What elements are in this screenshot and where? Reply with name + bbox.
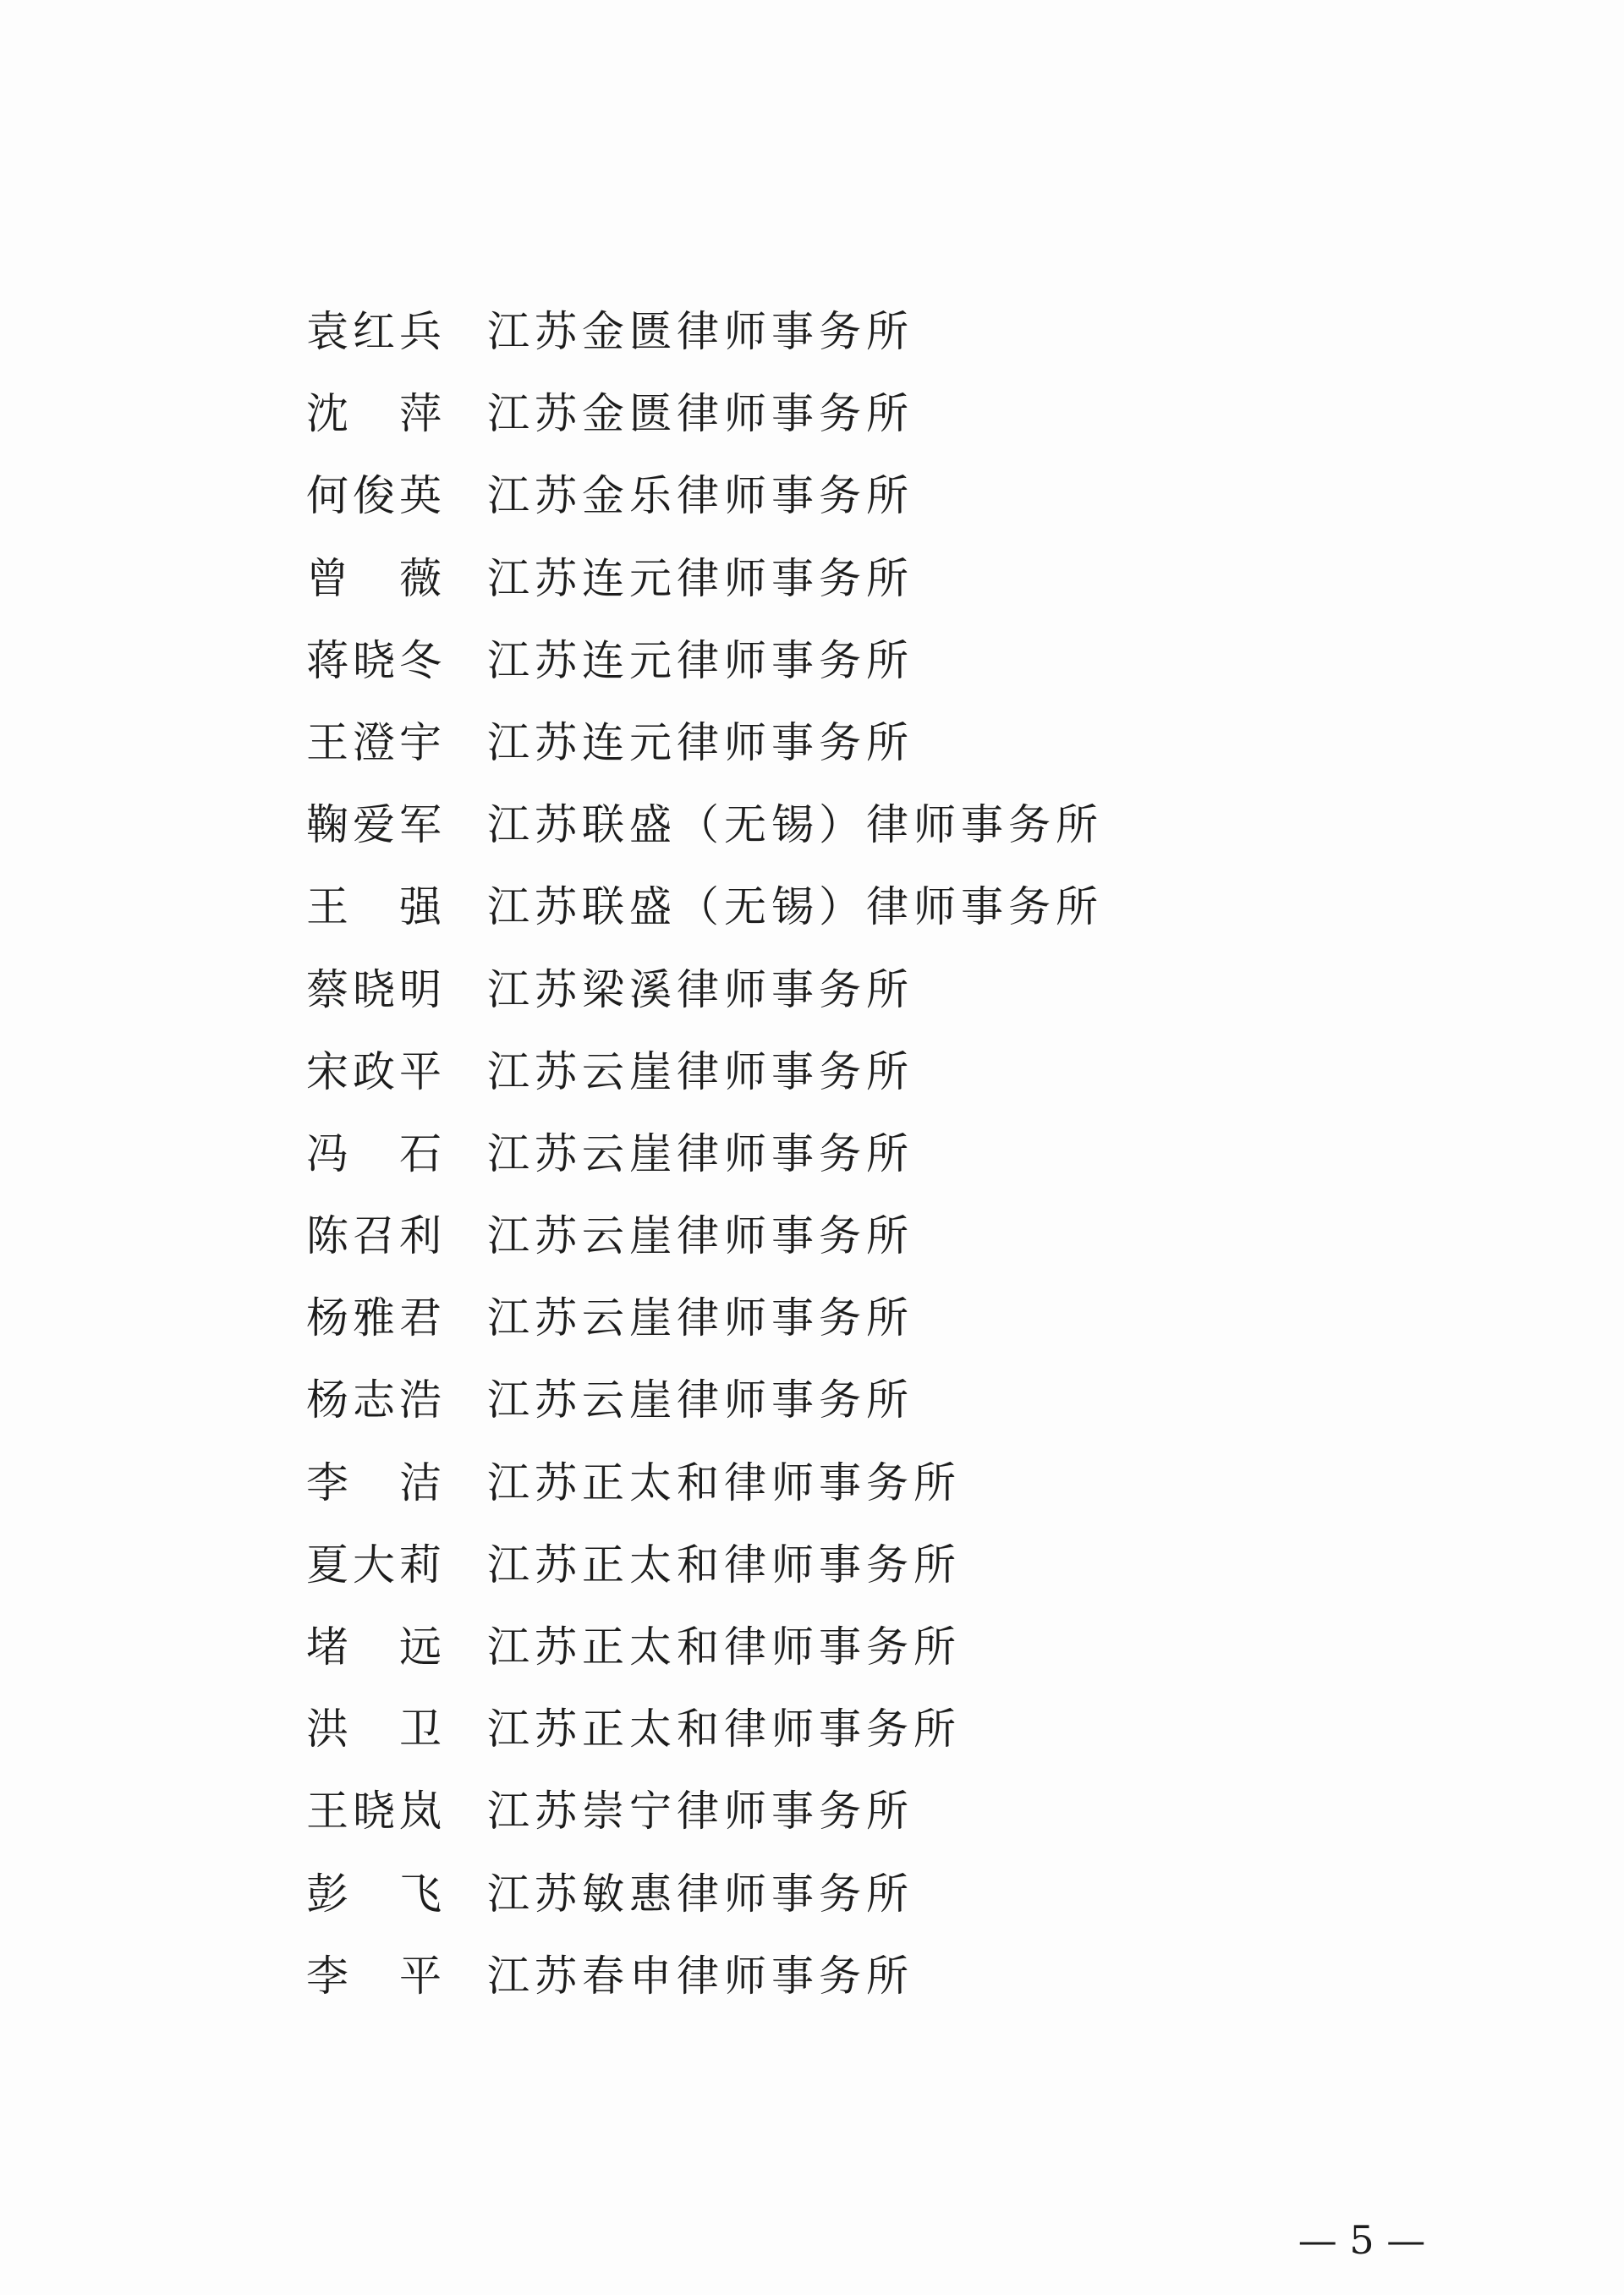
lawyer-name: 沈 萍 [306,389,442,439]
lawyer-name: 袁 红 兵 [306,307,442,356]
list-item [306,1864,1406,1946]
list-item [306,1452,1406,1535]
list-item [306,1617,1406,1699]
lawyer-name: 何 俊 英 [306,471,442,521]
law-firm-name: 江苏联盛（无锡）律师事务所 [487,882,1103,932]
lawyer-name: 彭 飞 [306,1869,442,1919]
list-item [306,1699,1406,1781]
law-firm-name: 江苏连元律师事务所 [487,553,914,603]
lawyer-name: 蒋 晓 冬 [306,635,442,685]
lawyer-name: 陈 召 利 [306,1211,442,1261]
lawyer-name: 李 平 [306,1951,442,2001]
list-item [306,1535,1406,1617]
list-item [306,1123,1406,1205]
law-firm-name: 江苏梁溪律师事务所 [487,964,914,1014]
list-item [306,1041,1406,1123]
list-item [306,712,1406,794]
lawyer-name: 杨 雅 君 [306,1293,442,1343]
law-firm-name: 江苏云崖律师事务所 [487,1046,914,1096]
lawyer-name: 杨 志 浩 [306,1375,442,1425]
law-firm-name: 江苏崇宁律师事务所 [487,1787,914,1837]
law-firm-name: 江苏连元律师事务所 [487,717,914,767]
lawyer-list [306,301,1406,2028]
list-item [306,876,1406,958]
law-firm-name: 江苏正太和律师事务所 [487,1540,961,1589]
lawyer-name: 宋 政 平 [306,1046,442,1096]
lawyer-name: 王 强 [306,882,442,932]
law-firm-name: 江苏云崖律师事务所 [487,1128,914,1178]
law-firm-name: 江苏云崖律师事务所 [487,1293,914,1343]
list-item [306,959,1406,1041]
lawyer-name: 夏 大 莉 [306,1540,442,1589]
list-item [306,1781,1406,1863]
law-firm-name: 江苏连元律师事务所 [487,635,914,685]
law-firm-name: 江苏春申律师事务所 [487,1951,914,2001]
list-item [306,1288,1406,1370]
page-number: — 5 — [1298,2217,1426,2263]
law-firm-name: 江苏金匮律师事务所 [487,389,914,439]
law-firm-name: 江苏敏惠律师事务所 [487,1869,914,1919]
lawyer-name: 蔡 晓 明 [306,964,442,1014]
law-firm-name: 江苏金匮律师事务所 [487,307,914,356]
lawyer-name: 冯 石 [306,1128,442,1178]
list-item [306,630,1406,712]
list-item [306,1370,1406,1452]
list-item [306,301,1406,383]
law-firm-name: 江苏云崖律师事务所 [487,1211,914,1261]
lawyer-name: 王 澄 宇 [306,717,442,767]
list-item [306,1946,1406,2028]
list-item [306,548,1406,630]
list-item [306,383,1406,465]
law-firm-name: 江苏正太和律师事务所 [487,1622,961,1672]
lawyer-name: 堵 远 [306,1622,442,1672]
list-item [306,465,1406,547]
lawyer-name: 王 晓 岚 [306,1787,442,1837]
law-firm-name: 江苏云崖律师事务所 [487,1375,914,1425]
lawyer-name: 李 洁 [306,1458,442,1507]
list-item [306,794,1406,876]
lawyer-name: 曾 薇 [306,553,442,603]
law-firm-name: 江苏正太和律师事务所 [487,1705,961,1754]
lawyer-name: 洪 卫 [306,1705,442,1754]
lawyer-name: 鞠 爱 军 [306,800,442,850]
law-firm-name: 江苏金乐律师事务所 [487,471,914,521]
law-firm-name: 江苏联盛（无锡）律师事务所 [487,800,1103,850]
list-item [306,1205,1406,1288]
law-firm-name: 江苏正太和律师事务所 [487,1458,961,1507]
